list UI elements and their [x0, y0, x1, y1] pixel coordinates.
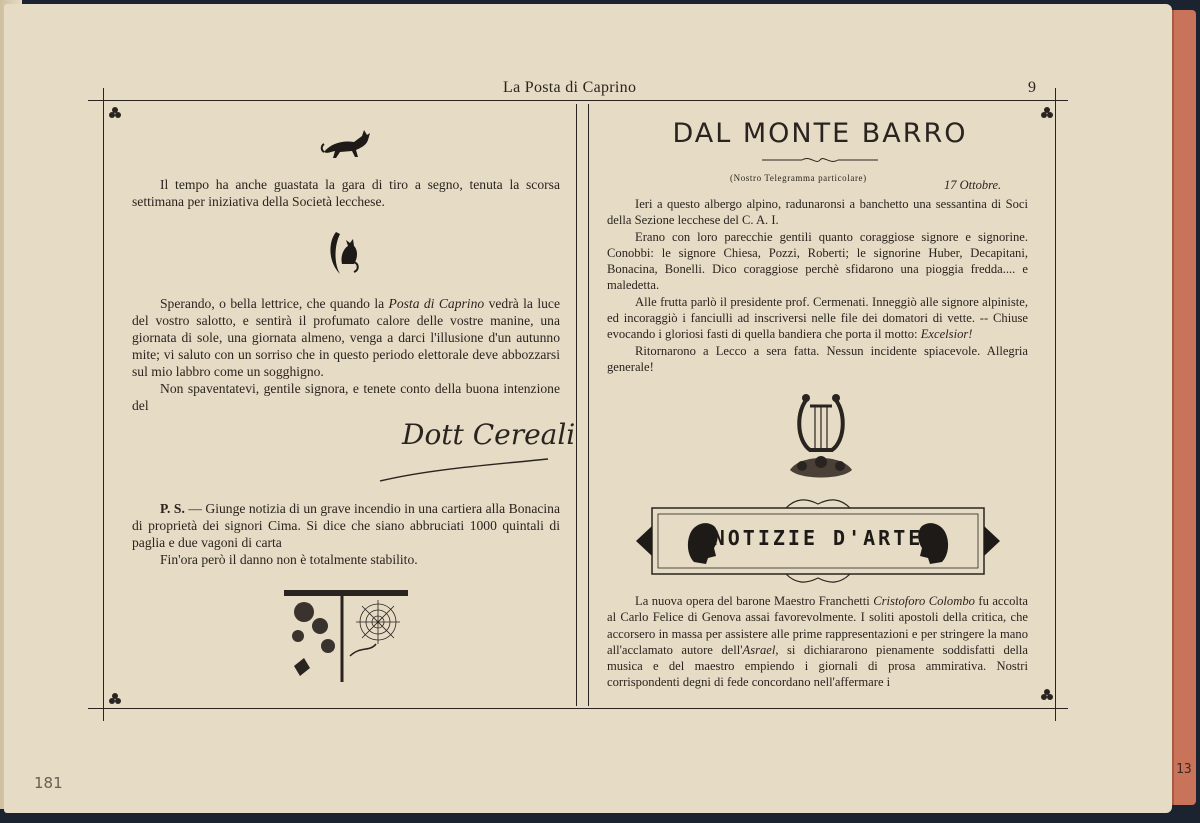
top-rule	[88, 100, 1068, 101]
right-body-top	[607, 196, 1028, 375]
ps-paragraph: P. S. — Giunge notizia di un grave incendio in una cartiera alla Bonacina di proprietà dei signori Cima. Si dice che siano abbruciati 1000 quintali di paglia e due vagoni di carta	[132, 501, 560, 550]
cat-vignette-icon	[320, 126, 374, 160]
right-paragraph-3: Alle frutta parlò il presidente prof. Cermenati. Inneggiò alle signore alpiniste, ed incoraggiò i fanciulli ad inscriversi nelle file dei domatori di vette. -- Chiuse evocando i gloriosi fasti di quella bandiera che porta il motto: Excelsior!	[607, 294, 1028, 342]
left-body	[132, 295, 560, 414]
column-rule-left	[576, 104, 577, 706]
left-paragraph-1: Il tempo ha anche guastata la gara di tiro a segno, tenuta la scorsa settimana per iniziativa della Società lecchese.	[132, 177, 560, 209]
right-paragraph-5: La nuova opera del barone Maestro Franchetti Cristoforo Colombo fu accolta al Carlo Felice di Genova assai favorevolmente. I soliti apostoli della critica, che accorsero in massa per assistere alle prime rappresentazioni e per stringere la mano all'acclamato autore dell'Asrael, si dichiararono pienamente soddisfatti della musica e del maestro empiendo i giornali di prosa ammirativa. Nostri corrispondenti degni di fede concordano nell'affermare i	[607, 594, 1028, 690]
clover-ornament-icon	[1040, 106, 1054, 120]
running-title: La Posta di Caprino	[503, 79, 637, 96]
left-paragraph-5: Fin'ora però il danno non è totalmente stabilito.	[160, 552, 418, 567]
notizie-darte-title: NOTIZIE D'ARTE	[712, 526, 924, 550]
right-body-bottom	[607, 593, 1028, 691]
title-flourish-icon	[762, 155, 878, 165]
page-edge	[1172, 10, 1196, 805]
cat-on-moon-icon	[326, 228, 364, 278]
right-paragraph-4: Ritornarono a Lecco a sera fatta. Nessun incidente spiacevole. Allegria generale!	[607, 343, 1028, 374]
clover-ornament-icon	[108, 692, 122, 706]
article-date: 17 Ottobre.	[944, 178, 1002, 192]
left-ps	[132, 500, 560, 568]
page-number: 9	[1028, 79, 1036, 96]
article-title: DAL MONTE BARRO	[672, 118, 968, 149]
left-paragraph-2: Sperando, o bella lettrice, che quando la Posta di Caprino vedrà la luce del vostro salotto, e sentirà il profumato calore delle vostre manine, una giornata di sole, una giornata almeno, venga a darci l'illusione d'un autunno mite; vi saluto con un sorriso che in questo periodo elettorale deve abbozzarsi sul mio labbro come un sogghigno.	[132, 296, 561, 379]
article-subtitle: (Nostro Telegramma particolare)	[730, 173, 867, 183]
clover-ornament-icon	[1040, 688, 1054, 702]
right-paragraph-2: Erano con loro parecchie gentili quanto coraggiose signore e signorine. Conobbi: le signore Chiesa, Pozzi, Roberti; le signorine Huber, Decapitani, Bonacina, Bonelli. Dico coraggiose perchè sfidarono una pioggia fredda.... e maledetta.	[607, 229, 1028, 293]
left-paragraph-3: Non spaventatevi, gentile signora, e tenete conto della buona intenzione del	[132, 381, 560, 413]
column-rule-right	[588, 104, 589, 706]
bottom-rule	[88, 708, 1068, 709]
edge-mark: 13	[1176, 762, 1192, 777]
clover-ornament-icon	[108, 106, 122, 120]
left-frame-rule	[103, 88, 104, 721]
pencil-note: 181	[34, 774, 63, 792]
floral-web-ornament-icon	[280, 586, 412, 684]
lyre-ornament-icon	[780, 388, 862, 484]
right-frame-rule	[1055, 88, 1056, 721]
signature-flourish-icon	[370, 415, 570, 485]
right-paragraph-1: Ieri a questo albergo alpino, radunaronsi a banchetto una sessantina di Soci della Sezione lecchese del C. A. I.	[607, 197, 1028, 228]
signature: Dott Cereali	[402, 418, 576, 451]
